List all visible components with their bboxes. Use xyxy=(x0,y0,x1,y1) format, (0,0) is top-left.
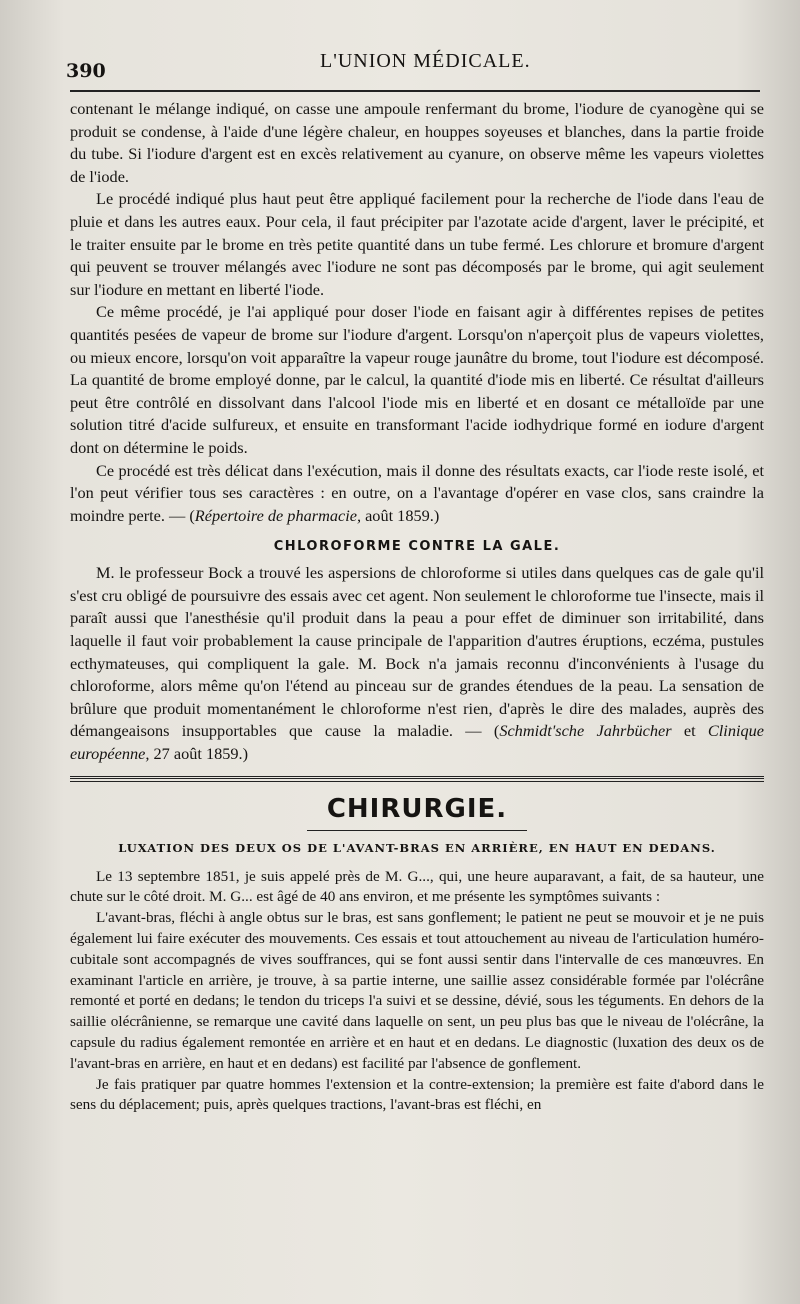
paragraph: contenant le mélange indiqué, on casse une ampoule renfermant du brome, l'iodure de cyanogène qui se produit se condense, à l'aide d'une légère chaleur, en houppes soyeuses et blanches, dans la partie froide du tube. Si l'iodure d'argent est en excès relativement au cyanure, on observe même les vapeurs violettes de l'iode. xyxy=(70,99,764,186)
journal-title: L'UNION MÉDICALE. xyxy=(320,50,531,72)
source-citation: Schmidt'sche Jahrbücher xyxy=(499,721,672,741)
paragraph xyxy=(70,562,764,765)
page-number: 390 xyxy=(66,60,106,82)
section-surgery xyxy=(70,867,764,1117)
section-title: CHLOROFORME CONTRE LA GALE. xyxy=(273,539,561,555)
paragraph: L'avant-bras, fléchi à angle obtus sur le bras, est sans gonflement; le patient ne peut se mouvoir et je ne puis également lui faire exécuter des mouvements. Ces essais et tout attouchement au niveau de l'articulation huméro-cubitale sont accompagnés de vives souffrances, qui se font aussi sentir dans l'intervalle de ces manœuvres. En examinant l'article en arrière, je trouve, à sa partie interne, une saillie assez considérable formée par l'olécrâne remonté et porté en dedans; le tendon du triceps l'a suivi et se dessine, dévié, sous les téguments. En dehors de la saillie olécrânienne, se remarque une cavité dans laquelle on sent, un peu plus bas que le niveau de l'olécrâne, la capsule du radius également remontée en arrière et en haut et en dedans. Le diagnostic (luxation des deux os de l'avant-bras en arrière, en haut et en dedans) est facilité par l'absence de gonflement. xyxy=(70,909,764,1072)
paragraph: Le 13 septembre 1851, je suis appelé près de M. G..., qui, une heure auparavant, a fait, de sa hauteur, une chute sur le côté droit. M. G... est âgé de 40 ans environ, et me présente les symptômes suivants : xyxy=(70,867,764,906)
citation-conjunction: et xyxy=(671,721,708,741)
title-rule xyxy=(307,830,527,831)
article-title: LUXATION DES DEUX OS DE L'AVANT-BRAS EN ARRIÈRE, EN HAUT EN DEDANS. xyxy=(118,840,716,855)
source-citation: Clinique européenne, xyxy=(70,721,764,764)
paragraph: Le procédé indiqué plus haut peut être appliqué facilement pour la recherche de l'iode dans l'eau de pluie et dans les autres eaux. Pour cela, il faut précipiter par l'azotate acide d'argent, laver le précipité, et le traiter ensuite par le brome en très petite quantité dans un tube fermé. Les chlorure et bromure d'argent qui peuvent se trouver mélangés avec l'iodure ne sont pas décomposés par le brome, qui agit seulement sur l'iodure en mettant en liberté l'iode. xyxy=(70,189,764,299)
paragraph-text: Ce procédé est très délicat dans l'exécution, mais il donne des résultats exacts, car l'iode reste isolé, et l'on peut vérifier tous ses caractères : en outre, on a l'avantage d'opérer en vase clos, sans craindre la moindre perte. — ( xyxy=(70,460,764,525)
paragraph xyxy=(70,460,764,528)
header-rule xyxy=(70,90,760,92)
section-iodine xyxy=(70,98,764,527)
chapter-title: CHIRURGIE. xyxy=(326,793,508,824)
citation-date: août 1859.) xyxy=(361,505,440,525)
running-head xyxy=(66,40,764,82)
paragraph: Je fais pratiquer par quatre hommes l'extension et la contre-extension; la première est faite d'abord dans le sens du déplacement; puis, après quelques tractions, l'avant-bras est fléchi, en xyxy=(70,1075,764,1114)
citation-date: 27 août 1859.) xyxy=(149,744,248,764)
paragraph-text: M. le professeur Bock a trouvé les aspersions de chloroforme si utiles dans quelques cas de gale qu'il s'est cru obligé de poursuivre des essais avec cet agent. Non seulement le chloroforme tue l'insecte, mais il paraît aussi que l'anesthésie qu'il produit dans la peau a pour effet de diminuer son irritabilité, dans laquelle il faut voir probablement la cause principale de l'apparition d'autres éruptions, eczéma, pustules ecthymateuses, qui compliquent la gale. M. Bock n'a jamais reconnu d'inconvénients à l'usage du chloroforme, alors même qu'on l'étend au pinceau sur de grandes étendues de la peau. La sensation de brûlure que produit momentanément le chloroforme n'est rien, d'après le dire des malades, auprès des démangeaisons insupportables que cause la maladie. — ( xyxy=(70,563,764,741)
section-chloroform xyxy=(70,562,764,765)
source-citation: Répertoire de pharmacie, xyxy=(194,505,362,525)
section-divider xyxy=(70,776,764,782)
paragraph: Ce même procédé, je l'ai appliqué pour doser l'iode en faisant agir à différentes repises de petites quantités pesées de vapeur de brome sur l'iodure d'argent. Lorsqu'on n'aperçoit plus de vapeurs violettes, ou mieux encore, lorsqu'on voit apparaître la vapeur rouge jaunâtre du brome, tout l'iodure est décomposé. La quantité de brome employé donne, par le calcul, la quantité d'iode mis en liberté. Ce résultat d'ailleurs peut être contrôlé en dissolvant dans l'alcool l'iode mis en liberté et en dosant ce métalloïde par une solution titré d'acide sulfureux, et ensuite en transformant l'acide iodhydrique formé en iodure d'argent dont on détermine le poids. xyxy=(70,302,764,457)
